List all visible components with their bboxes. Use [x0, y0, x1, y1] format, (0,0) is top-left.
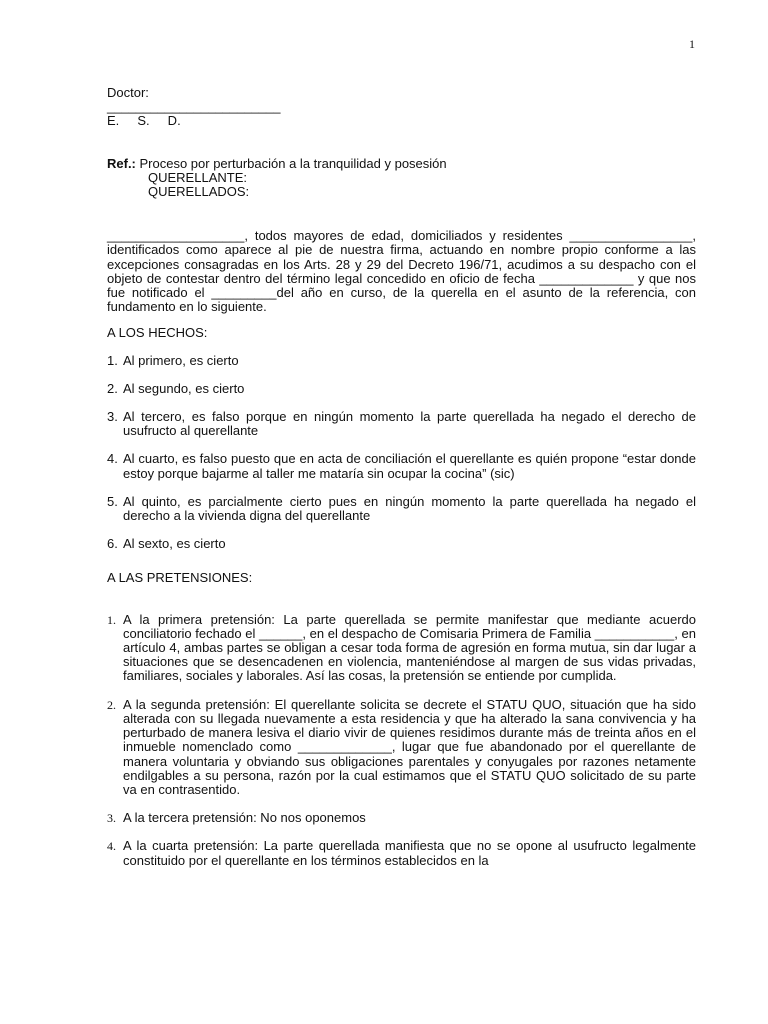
list-item-text: Al segundo, es cierto — [123, 380, 245, 396]
list-item — [107, 811, 696, 825]
reference-defendants: QUERELLADOS: — [148, 184, 250, 200]
list-item-number: 1. — [107, 612, 116, 627]
document-body — [107, 86, 696, 882]
list-item-text: Al sexto, es cierto — [123, 536, 226, 552]
list-item-text: Al cuarto, es falso puesto que en acta de conciliación el querellante es quién propone “estar donde estoy porque bajarme al taller me mataría sin ocupar la cocina” (sic) — [123, 451, 696, 481]
list-item-number: 3. — [107, 409, 118, 425]
list-item-text: A la cuarta pretensión: La parte querellada manifiesta que no se opone al usufructo legalmente constituido por el querellante en los términos establecidos en la — [123, 838, 696, 868]
reference-plaintiff: QUERELLANTE: — [148, 169, 247, 185]
list-item — [107, 354, 696, 368]
list-item — [107, 839, 696, 867]
list-item — [107, 382, 696, 396]
list-item — [107, 613, 696, 684]
addressee-block — [107, 86, 696, 129]
list-item-number: 1. — [107, 352, 118, 368]
list-item-text: A la primera pretensión: La parte querellada se permite manifestar que mediante acuerdo conciliatorio fechado el ______, en el despacho de Comisaria Primera de Familia ___________, en artículo 4, ambas partes se obligan a cesar toda forma de agresión en forma mutua, sin dar lugar a situaciones que se desencadenen en violencia, manteniéndose al margen de sus vidas privadas, familiares, sociales y laborales. Así las cosas, la pretensión se entiende por cumplida. — [123, 611, 696, 684]
page-number: 1 — [689, 37, 695, 51]
claims-list — [107, 613, 696, 868]
list-item — [107, 410, 696, 438]
list-item-number: 5. — [107, 493, 118, 509]
reference-block — [107, 157, 696, 200]
list-item-text: A la segunda pretensión: El querellante solicita se decrete el STATU QUO, situación que ha sido alterada con su llegada nuevamente a esta residencia y que ha alterado la sana convivencia y ha perturbado de manera lesiva el diario vivir de quienes residimos durante más de treinta años en el inmueble nomenclado como _____________, lugar que fue abandonado por el querellante de manera voluntaria y obviando sus obligaciones parentales y conyugales por razones netamente endilgables a su persona, razón por la cual estimamos que el STATU QUO solicitado de su parte va en contrasentido. — [123, 696, 696, 797]
reference-label: Ref.: — [107, 155, 136, 171]
list-item-number: 4. — [107, 839, 116, 854]
list-item-text: Al primero, es cierto — [123, 352, 239, 368]
reference-subject-line — [107, 157, 696, 171]
list-item-number: 2. — [107, 380, 118, 396]
list-item-text: Al quinto, es parcialmente cierto pues en ningún momento la parte querellada ha negado el derecho a la vivienda digna del querellante — [123, 493, 696, 524]
list-item-number: 3. — [107, 811, 116, 826]
addressee-esd: E. S. D. — [107, 113, 181, 129]
list-item-text: A la tercera pretensión: No nos oponemos — [123, 810, 366, 826]
addressee-blank-line: ________________________ — [107, 99, 281, 115]
list-item — [107, 495, 696, 523]
addressee-title: Doctor: — [107, 85, 149, 100]
reference-subject: Proceso por perturbación a la tranquilidad y posesión — [135, 155, 447, 171]
list-item — [107, 452, 696, 480]
list-item — [107, 698, 696, 797]
list-item-number: 6. — [107, 536, 118, 552]
claims-heading: A LAS PRETENSIONES: — [107, 570, 253, 586]
list-item-number: 4. — [107, 451, 118, 467]
list-item-number: 2. — [107, 697, 116, 712]
facts-list — [107, 354, 696, 552]
list-item — [107, 537, 696, 551]
intro-paragraph: ___________________, todos mayores de edad, domiciliados y residentes _________________, identificados como aparece al pie de nuestra firma, actuando en nombre propio conforme a las excepciones consagradas en los Arts. 28 y 29 del Decreto 196/71, acudimos a su despacho con el objeto de contestar dentro del término legal concedido en oficio de fecha _____________ y que nos fue notificado el _________del año en curso, de la querella en el asunto de la referencia, con fundamento en lo siguiente. — [107, 228, 696, 315]
list-item-text: Al tercero, es falso porque en ningún momento la parte querellada ha negado el derecho de usufructo al querellante — [123, 409, 696, 439]
facts-heading: A LOS HECHOS: — [107, 325, 208, 341]
